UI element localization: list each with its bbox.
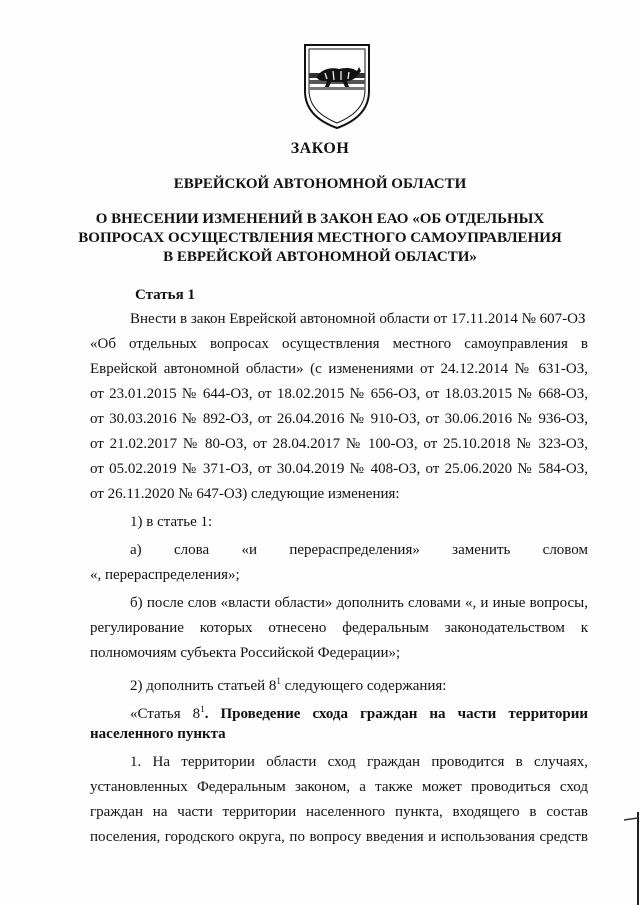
item-2-suffix: следующего содержания: [280,678,447,694]
intro-line: от 26.11.2020 № 647-ОЗ) следующие изменения: [90,486,400,502]
law-subject-line: ВОПРОСАХ ОСУЩЕСТВЛЕНИЯ МЕСТНОГО САМОУПРАВЛЕНИЯ [78,230,562,246]
new-article-title-cont [90,722,588,747]
item-b-line: регулирование которых отнесено федеральным законодательством к [90,620,588,636]
law-subject-line: В ЕВРЕЙСКОЙ АВТОНОМНОЙ ОБЛАСТИ» [163,249,477,265]
paragraph-line: 1. На территории области сход граждан проводится в случаях, [130,754,588,770]
paragraph-line: установленных Федеральным законом, а также может проводиться сход [90,779,588,795]
law-subject-line: О ВНЕСЕНИИ ИЗМЕНЕНИЙ В ЗАКОН ЕАО «ОБ ОТДЕЛЬНЫХ [95,211,545,227]
article-body [90,307,588,850]
paragraph-line: граждан на части территории населенного пункта, входящего в состав [90,804,588,820]
item-b-line: б) после слов «власти области» дополнить словами «, и иные вопросы, [130,595,588,611]
intro-line: от 21.02.2017 № 80-ОЗ, от 28.04.2017 № 100-ОЗ, от 25.10.2018 № 323-ОЗ, [90,436,588,452]
intro-line: от 05.02.2019 № 371-ОЗ, от 30.04.2019 № 408-ОЗ, от 25.06.2020 № 584-ОЗ, [90,461,588,477]
law-subject [0,210,640,267]
new-article-title-text: . Проведение схода граждан на части территории [204,706,588,722]
document-title: ЗАКОН [290,140,350,157]
item-a-line: «, перераспределения»; [90,567,240,583]
item-2-text: 2) дополнить статьей 8 [130,678,277,694]
intro-line: Внести в закон Еврейской автономной области от 17.11.2014 № 607-ОЗ [130,311,586,327]
item-2 [90,669,588,694]
scan-edge-mark [622,812,640,905]
article-heading: Статья 1 [135,287,195,303]
new-article-title-text: населенного пункта [90,726,226,742]
new-article-superscript: 1 [200,704,205,714]
new-article-title [90,697,588,722]
intro-line: от 30.03.2016 № 892-ОЗ, от 26.04.2016 № 910-ОЗ, от 30.06.2016 № 936-ОЗ, [90,411,588,427]
paragraph-line: поселения, городского округа, по вопросу введения и использования средств [90,829,588,845]
new-article-label [130,706,205,722]
item-b-line: полномочиям субъекта Российской Федерации»; [90,645,401,661]
item-2-superscript: 1 [276,676,281,686]
intro-line: Еврейской автономной области» (с изменениями от 24.12.2014 № 631-ОЗ, [90,361,588,377]
intro-line: от 23.01.2015 № 644-ОЗ, от 18.02.2015 № 656-ОЗ, от 18.03.2015 № 668-ОЗ, [90,386,588,402]
intro-line: «Об отдельных вопросах осуществления местного самоуправления в [90,336,588,352]
item-a-line: а) слова «и перераспределения» заменить словом [130,542,588,558]
region-title: ЕВРЕЙСКОЙ АВТОНОМНОЙ ОБЛАСТИ [173,176,467,192]
coat-of-arms-icon [303,43,371,129]
new-article-label-text: «Статья 8 [130,706,201,722]
item-1: 1) в статье 1: [130,514,213,530]
